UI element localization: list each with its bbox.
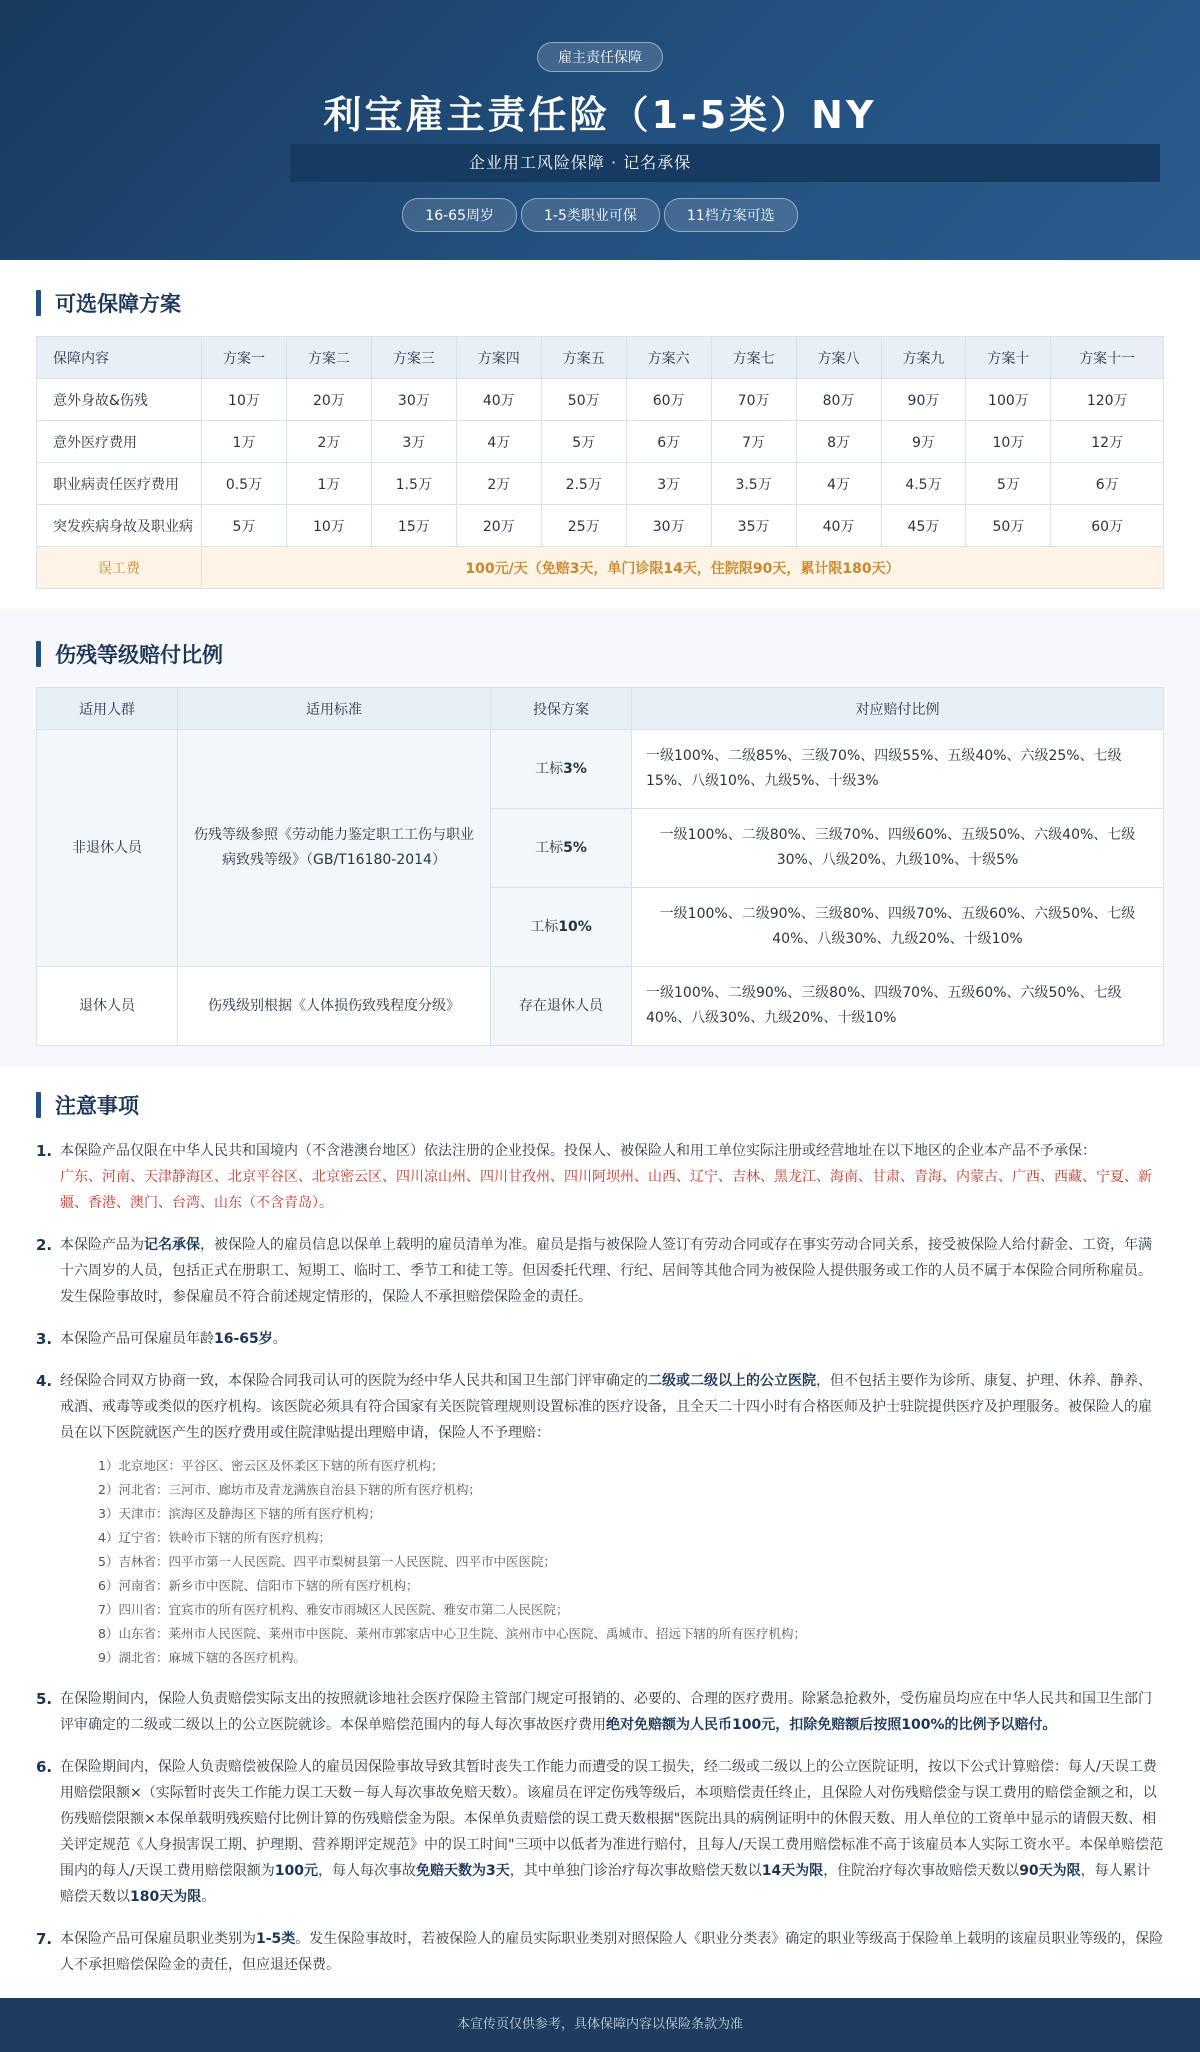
table-cell: 10万 bbox=[286, 505, 371, 547]
table-cell: 10万 bbox=[966, 421, 1051, 463]
table-cell: 4万 bbox=[456, 421, 541, 463]
hero-subtitle: 企业用工风险保障 · 记名承保 bbox=[290, 144, 1160, 182]
ratio-cell: 一级100%、二级85%、三级70%、四级55%、五级40%、六级25%、七级15%、八级10%、九级5%、十级3% bbox=[632, 730, 1164, 809]
col-header: 适用标准 bbox=[178, 688, 491, 730]
plan-cell: 工标10% bbox=[491, 888, 632, 967]
plan-cell: 存在退休人员 bbox=[491, 967, 632, 1046]
col-header: 方案八 bbox=[796, 337, 881, 379]
table-cell: 40万 bbox=[796, 505, 881, 547]
plans-section bbox=[0, 260, 1200, 609]
table-cell: 4万 bbox=[796, 463, 881, 505]
col-header: 方案九 bbox=[881, 337, 966, 379]
row-label: 意外身故&伤残 bbox=[37, 379, 202, 421]
table-cell: 60万 bbox=[626, 379, 711, 421]
note-item-5: 5. 在保险期间内，保险人负责赔偿实际支出的按照就诊地社会医疗保险主管部门规定可报销的、必要的、合理的医疗费用。除紧急抢救外，受伤雇员均应在中华人民共和国卫生部门评审确定的二级或二级以上的公立医院就诊。本保单赔偿范围内的每人每次事故医疗费用绝对免赔额为人民币100元，扣除免赔额后按照100%的比例予以赔付。 bbox=[36, 1686, 1164, 1738]
table-cell: 70万 bbox=[711, 379, 796, 421]
notes-section bbox=[0, 1066, 1200, 2034]
note-number: 2. bbox=[36, 1236, 53, 1254]
table-cell: 120万 bbox=[1051, 379, 1164, 421]
list-item: 9）湖北省：麻城下辖的各医疗机构。 bbox=[98, 1650, 306, 1665]
tag-occupation: 1-5类职业可保 bbox=[521, 198, 660, 232]
table-cell: 20万 bbox=[456, 505, 541, 547]
row-label: 职业病责任医疗费用 bbox=[37, 463, 202, 505]
note-item-6: 6. 在保险期间内，保险人负责赔偿被保险人的雇员因保险事故导致其暂时丧失工作能力而遭受的误工损失，经二级或二级以上的公立医院证明，按以下公式计算赔偿：每人/天误工费用赔偿限额×（实际暂时丧失工作能力误工天数－每人每次事故免赔天数）。该雇员在评定伤残等级后，本项赔偿责任终止，且保险人对伤残赔偿金与误工费用的赔偿金额之和，以伤残赔偿限额×本保单载明残疾赔付比例计算的伤残赔偿金为限。本保单负责赔偿的误工费天数根据"医院出具的病例证明中的休假天数、用人单位的工资单中显示的请假天数、相关评定规范《人身损害误工期、护理期、营养期评定规范》中的误工时间"三项中以低者为准进行赔付，且每人/天误工费用赔偿标准不高于该雇员本人实际工资水平。本保单赔偿范围内的每人/天误工费用赔偿限额为100元，每人每次事故免赔天数为3天，其中单独门诊治疗每次事故赔偿天数以14天为限，住院治疗每次事故赔偿天数以90天为限，每人累计赔偿天数以180天为限。 bbox=[36, 1754, 1164, 1910]
hero-tags bbox=[0, 198, 1200, 232]
col-header: 对应赔付比例 bbox=[632, 688, 1164, 730]
fee-value: 100元/天（免赔3天，单门诊限14天，住院限90天，累计限180天） bbox=[202, 547, 1164, 589]
table-row bbox=[37, 730, 1164, 809]
col-header: 方案十一 bbox=[1051, 337, 1164, 379]
list-item: 3）天津市：滨海区及静海区下辖的所有医疗机构； bbox=[98, 1506, 381, 1521]
table-cell: 30万 bbox=[371, 379, 456, 421]
col-header: 方案七 bbox=[711, 337, 796, 379]
note-item-3: 3. 本保险产品可保雇员年龄16-65岁。 bbox=[36, 1326, 1164, 1352]
table-cell: 50万 bbox=[966, 505, 1051, 547]
table-cell: 30万 bbox=[626, 505, 711, 547]
note-item-7: 7. 本保险产品可保雇员职业类别为1-5类。发生保险事故时，若被保险人的雇员实际职业类别对照保险人《职业分类表》确定的职业等级高于保险单上载明的该雇员职业等级的，保险人不承担赔偿保险金的责任，但应退还保费。 bbox=[36, 1926, 1164, 1978]
ratio-cell: 一级100%、二级80%、三级70%、四级60%、五级50%、六级40%、七级30%、八级20%、九级10%、十级5% bbox=[632, 809, 1164, 888]
table-row bbox=[37, 505, 1164, 547]
table-row bbox=[37, 379, 1164, 421]
hero-header bbox=[0, 0, 1200, 260]
col-header: 方案五 bbox=[541, 337, 626, 379]
table-row bbox=[37, 967, 1164, 1046]
disability-table bbox=[36, 687, 1164, 1046]
col-header: 适用人群 bbox=[37, 688, 178, 730]
tag-plans: 11档方案可选 bbox=[664, 198, 798, 232]
page-title: 利宝雇主责任险（1-5类）NY bbox=[323, 93, 877, 137]
note-number: 5. bbox=[36, 1690, 53, 1708]
plan-cell: 工标5% bbox=[491, 809, 632, 888]
standard-non-retired: 伤残等级参照《劳动能力鉴定职工工伤与职业病致残等级》（GB/T16180-2014） bbox=[178, 730, 491, 967]
table-cell: 3万 bbox=[371, 421, 456, 463]
list-item: 4）辽宁省：铁岭市下辖的所有医疗机构； bbox=[98, 1530, 331, 1545]
col-header: 方案十 bbox=[966, 337, 1051, 379]
table-row bbox=[37, 463, 1164, 505]
table-cell: 10万 bbox=[202, 379, 287, 421]
group-retired: 退休人员 bbox=[37, 967, 178, 1046]
hospital-exclusion-list bbox=[60, 1454, 1164, 1670]
table-cell: 6万 bbox=[626, 421, 711, 463]
ratio-cell: 一级100%、二级90%、三级80%、四级70%、五级60%、六级50%、七级40%、八级30%、九级20%、十级10% bbox=[632, 967, 1164, 1046]
table-cell: 90万 bbox=[881, 379, 966, 421]
table-cell: 12万 bbox=[1051, 421, 1164, 463]
table-cell: 40万 bbox=[456, 379, 541, 421]
table-cell: 15万 bbox=[371, 505, 456, 547]
table-cell: 3.5万 bbox=[711, 463, 796, 505]
disability-header-row bbox=[37, 688, 1164, 730]
note-item-1: 1. 本保险产品仅限在中华人民共和国境内（不含港澳台地区）依法注册的企业投保。投保人、被保险人和用工单位实际注册或经营地址在以下地区的企业本产品不予承保： 广东、河南、天津静海区、北京平谷区、北京密云区、四川凉山州、四川甘孜州、四川阿坝州、山西、辽宁、吉林、黑龙江、海南、甘肃、青海、内蒙古、广西、西藏、宁夏、新疆、香港、澳门、台湾、山东（不含青岛）。 bbox=[36, 1138, 1164, 1216]
list-item: 5）吉林省：四平市第一人民医院、四平市梨树县第一人民医院、四平市中医医院； bbox=[98, 1554, 556, 1569]
col-header: 方案六 bbox=[626, 337, 711, 379]
tag-age: 16-65周岁 bbox=[402, 198, 517, 232]
list-item: 7）四川省：宜宾市的所有医疗机构、雅安市雨城区人民医院、雅安市第二人民医院； bbox=[98, 1602, 569, 1617]
table-cell: 80万 bbox=[796, 379, 881, 421]
title-bar bbox=[36, 290, 41, 316]
table-cell: 100万 bbox=[966, 379, 1051, 421]
table-cell: 5万 bbox=[541, 421, 626, 463]
table-cell: 1.5万 bbox=[371, 463, 456, 505]
table-cell: 8万 bbox=[796, 421, 881, 463]
fee-label: 误工费 bbox=[37, 547, 202, 589]
table-cell: 6万 bbox=[1051, 463, 1164, 505]
table-cell: 4.5万 bbox=[881, 463, 966, 505]
title-bar bbox=[36, 641, 41, 667]
group-non-retired: 非退休人员 bbox=[37, 730, 178, 967]
list-item: 1）北京地区：平谷区、密云区及怀柔区下辖的所有医疗机构； bbox=[98, 1458, 444, 1473]
table-cell: 1万 bbox=[286, 463, 371, 505]
table-cell: 45万 bbox=[881, 505, 966, 547]
disability-section bbox=[0, 609, 1200, 1066]
footer-disclaimer: 本宣传页仅供参考，具体保障内容以保险条款为准 bbox=[0, 1998, 1200, 2052]
col-header: 保障内容 bbox=[37, 337, 202, 379]
note-number: 3. bbox=[36, 1330, 53, 1348]
list-item: 2）河北省：三河市、廊坊市及青龙满族自治县下辖的所有医疗机构； bbox=[98, 1482, 481, 1497]
note-number: 1. bbox=[36, 1142, 53, 1160]
plans-section-title: 可选保障方案 bbox=[36, 288, 1164, 318]
note-number: 7. bbox=[36, 1930, 53, 1948]
table-cell: 9万 bbox=[881, 421, 966, 463]
table-cell: 2.5万 bbox=[541, 463, 626, 505]
note-number: 4. bbox=[36, 1372, 53, 1390]
table-cell: 1万 bbox=[202, 421, 287, 463]
table-cell: 2万 bbox=[286, 421, 371, 463]
excluded-regions: 广东、河南、天津静海区、北京平谷区、北京密云区、四川凉山州、四川甘孜州、四川阿坝州、山西、辽宁、吉林、黑龙江、海南、甘肃、青海、内蒙古、广西、西藏、宁夏、新疆、香港、澳门、台湾、山东（不含青岛）。 bbox=[60, 1169, 1152, 1211]
fee-row bbox=[37, 547, 1164, 589]
hero-badge: 雇主责任保障 bbox=[537, 42, 663, 72]
table-cell: 2万 bbox=[456, 463, 541, 505]
disability-section-title: 伤残等级赔付比例 bbox=[36, 639, 1164, 669]
table-cell: 3万 bbox=[626, 463, 711, 505]
table-cell: 0.5万 bbox=[202, 463, 287, 505]
row-label: 意外医疗费用 bbox=[37, 421, 202, 463]
note-number: 6. bbox=[36, 1758, 53, 1776]
standard-retired: 伤残级别根据《人体损伤致残程度分级》 bbox=[178, 967, 491, 1046]
table-row bbox=[37, 421, 1164, 463]
table-cell: 5万 bbox=[202, 505, 287, 547]
row-label: 突发疾病身故及职业病 bbox=[37, 505, 202, 547]
table-cell: 60万 bbox=[1051, 505, 1164, 547]
table-cell: 25万 bbox=[541, 505, 626, 547]
col-header: 方案四 bbox=[456, 337, 541, 379]
table-cell: 7万 bbox=[711, 421, 796, 463]
col-header: 方案一 bbox=[202, 337, 287, 379]
note-item-4: 4. 经保险合同双方协商一致，本保险合同我司认可的医院为经中华人民共和国卫生部门评审确定的二级或二级以上的公立医院，但不包括主要作为诊所、康复、护理、休养、静养、戒酒、戒毒等或类似的医疗机构。该医院必须具有符合国家有关医院管理规则设置标准的医疗设备，且全天二十四小时有合格医师及护士驻院提供医疗及护理服务。被保险人的雇员在以下医院就医产生的医疗费用或住院津贴提出理赔申请，保险人不予理赔： 1）北京地区：平谷区、密云区及怀柔区下辖的所有医疗机构； 2）河北省：三河市、廊坊市及青龙满族自治县下辖的所有医疗机构； 3）天津市：滨海区及静海区下辖的所有医疗机构； 4）辽宁省：铁岭市下辖的所有医疗机构； 5）吉林省：四平市第一人民医院、四平市梨树县第一人民医院、四平市中医医院； 6）河南省：新乡市中医院、信阳市下辖的所有医疗机构； 7）四川省：宜宾市的所有医疗机构、雅安市雨城区人民医院、雅安市第二人民医院； 8）山东省：莱州市人民医院、莱州市中医院、莱州市郭家店中心卫生院、滨州市中心医院、禹城市、招远下辖的所有医疗机构； 9）湖北省：麻城下辖的各医疗机构。 bbox=[36, 1368, 1164, 1670]
plan-cell: 工标3% bbox=[491, 730, 632, 809]
list-item: 6）河南省：新乡市中医院、信阳市下辖的所有医疗机构； bbox=[98, 1578, 419, 1593]
list-item: 8）山东省：莱州市人民医院、莱州市中医院、莱州市郭家店中心卫生院、滨州市中心医院、禹城市、招远下辖的所有医疗机构； bbox=[98, 1626, 806, 1641]
title-bar bbox=[36, 1092, 41, 1118]
table-cell: 5万 bbox=[966, 463, 1051, 505]
table-cell: 50万 bbox=[541, 379, 626, 421]
table-cell: 35万 bbox=[711, 505, 796, 547]
note-item-2: 2. 本保险产品为记名承保，被保险人的雇员信息以保单上载明的雇员清单为准。雇员是指与被保险人签订有劳动合同或存在事实劳动合同关系，接受被保险人给付薪金、工资，年满十六周岁的人员，包括正式在册职工、短期工、临时工、季节工和徒工等。但因委托代理、行纪、居间等其他合同为被保险人提供服务或工作的人员不属于本保险合同所称雇员。发生保险事故时，参保雇员不符合前述规定情形的，保险人不承担赔偿保险金的责任。 bbox=[36, 1232, 1164, 1310]
plans-table bbox=[36, 336, 1164, 589]
table-cell: 20万 bbox=[286, 379, 371, 421]
plans-header-row bbox=[37, 337, 1164, 379]
ratio-cell: 一级100%、二级90%、三级80%、四级70%、五级60%、六级50%、七级40%、八级30%、九级20%、十级10% bbox=[632, 888, 1164, 967]
col-header: 方案二 bbox=[286, 337, 371, 379]
col-header: 方案三 bbox=[371, 337, 456, 379]
col-header: 投保方案 bbox=[491, 688, 632, 730]
notes-section-title: 注意事项 bbox=[36, 1090, 1164, 1120]
